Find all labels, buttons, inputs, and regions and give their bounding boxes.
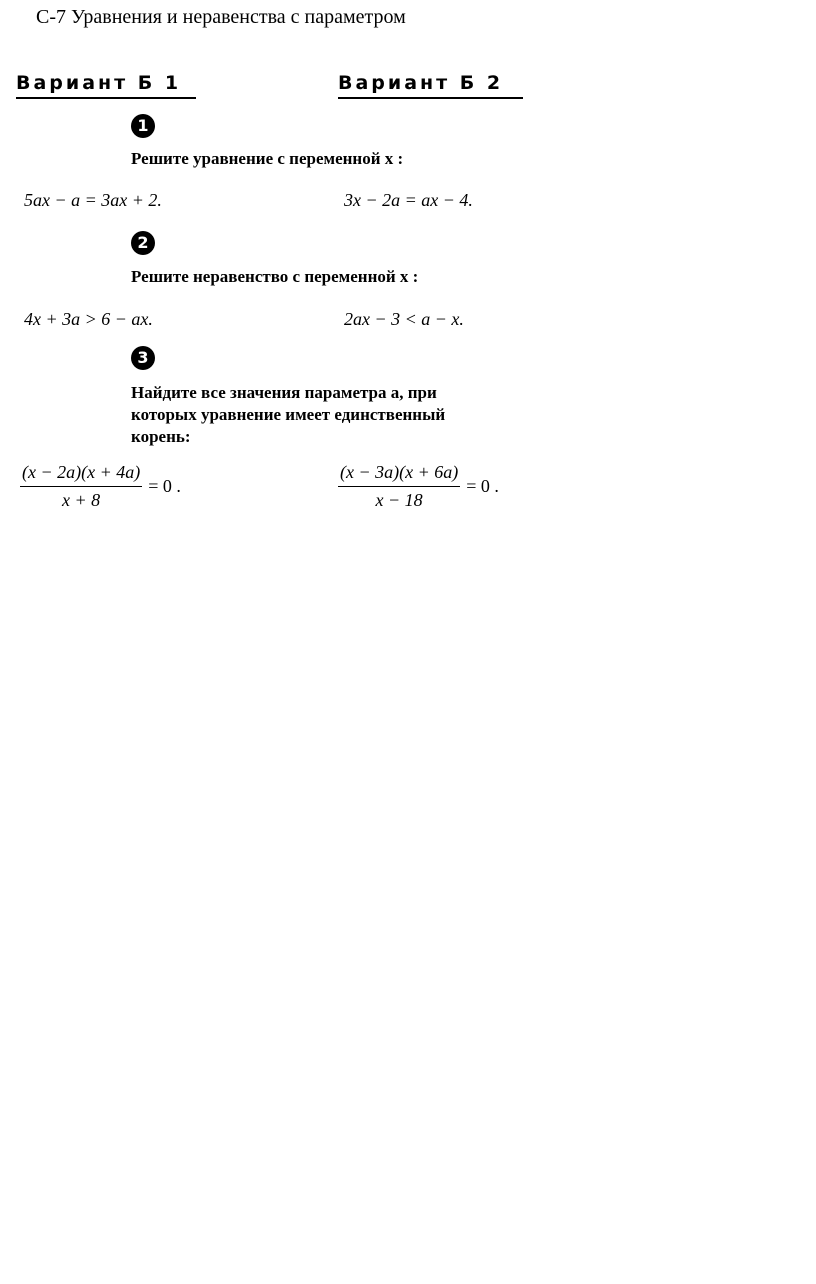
task-3-variant-1-equation — [20, 462, 181, 511]
task-1-number-badge: 1 — [131, 114, 155, 138]
fraction-numerator: (x − 2a)(x + 4a) — [20, 462, 142, 487]
equals-zero: = 0 . — [466, 476, 499, 496]
fraction-numerator: (x − 3a)(x + 6a) — [338, 462, 460, 487]
task-1-instruction: Решите уравнение с переменной x : — [131, 149, 404, 168]
task-2-variant-1-inequality: 4x + 3a > 6 − ax. — [24, 309, 153, 329]
task-2-instruction: Решите неравенство с переменной x : — [131, 267, 419, 286]
variant-2-header: Вариант Б 2 — [338, 72, 523, 99]
fraction — [20, 462, 142, 511]
task-3-instruction: Найдите все значения параметра a, при которых уравнение имеет единственный корень: — [131, 383, 446, 446]
fraction-denominator: x − 18 — [375, 490, 423, 510]
equals-zero: = 0 . — [148, 476, 181, 496]
task-2-variant-2-inequality: 2ax − 3 < a − x. — [344, 309, 464, 329]
variant-1-header: Вариант Б 1 — [16, 72, 196, 99]
task-1-variant-1-equation: 5ax − a = 3ax + 2. — [24, 190, 162, 210]
fraction — [338, 462, 460, 511]
page-title: С-7 Уравнения и неравенства с параметром — [36, 6, 406, 28]
task-1-variant-2-equation: 3x − 2a = ax − 4. — [344, 190, 473, 210]
task-3-number-badge: 3 — [131, 346, 155, 370]
task-3-variant-2-equation — [338, 462, 499, 511]
fraction-denominator: x + 8 — [62, 490, 101, 510]
task-2-number-badge: 2 — [131, 231, 155, 255]
